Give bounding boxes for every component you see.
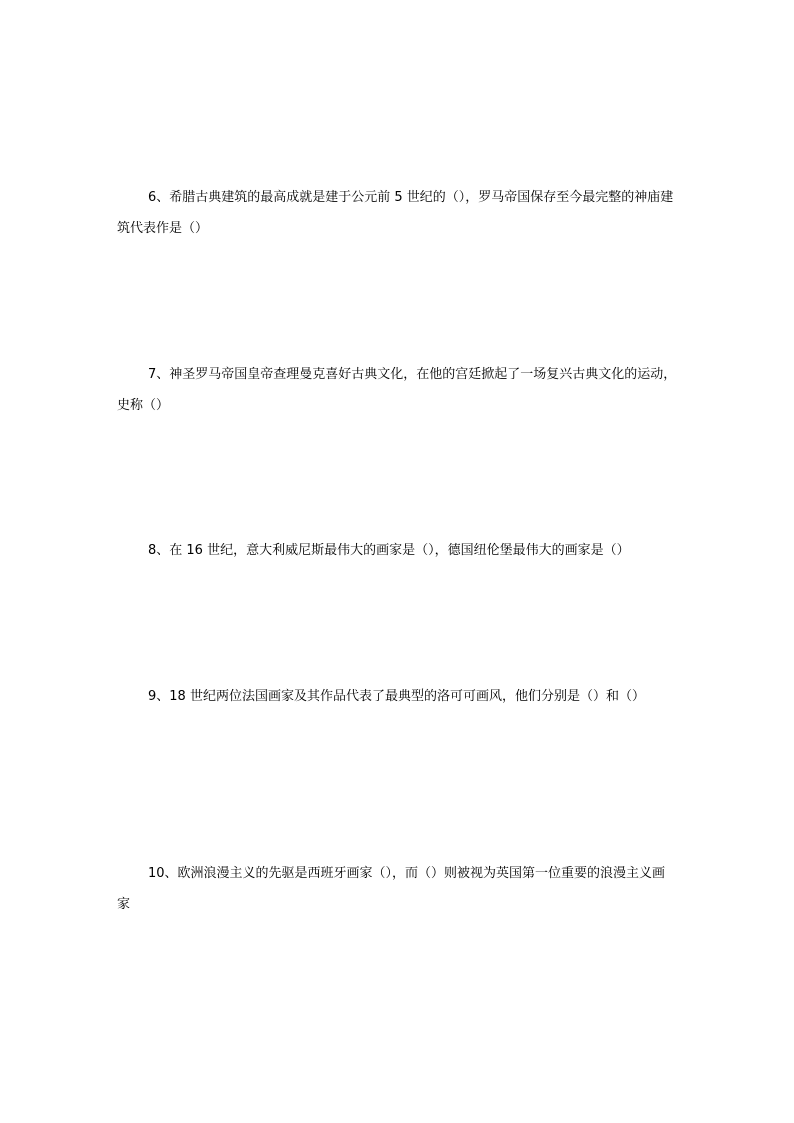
- question-9: 9、18 世纪两位法国画家及其作品代表了最典型的洛可可画风，他们分别是（）和（）: [148, 689, 645, 704]
- question-10: 10、欧洲浪漫主义的先驱是西班牙画家（），而（）则被视为英国第一位重要的浪漫主义画家: [117, 866, 666, 912]
- question-8: 8、在 16 世纪，意大利威尼斯最伟大的画家是（），德国纽伦堡最伟大的画家是（）: [148, 543, 630, 558]
- question-7: 7、神圣罗马帝国皇帝查理曼克喜好古典文化，在他的宫廷掀起了一场复兴古典文化的运动，史称（）: [117, 367, 677, 413]
- question-6: 6、希腊古典建筑的最高成就是建于公元前 5 世纪的（），罗马帝国保存至今最完整的神庙建筑代表作是（）: [117, 190, 674, 236]
